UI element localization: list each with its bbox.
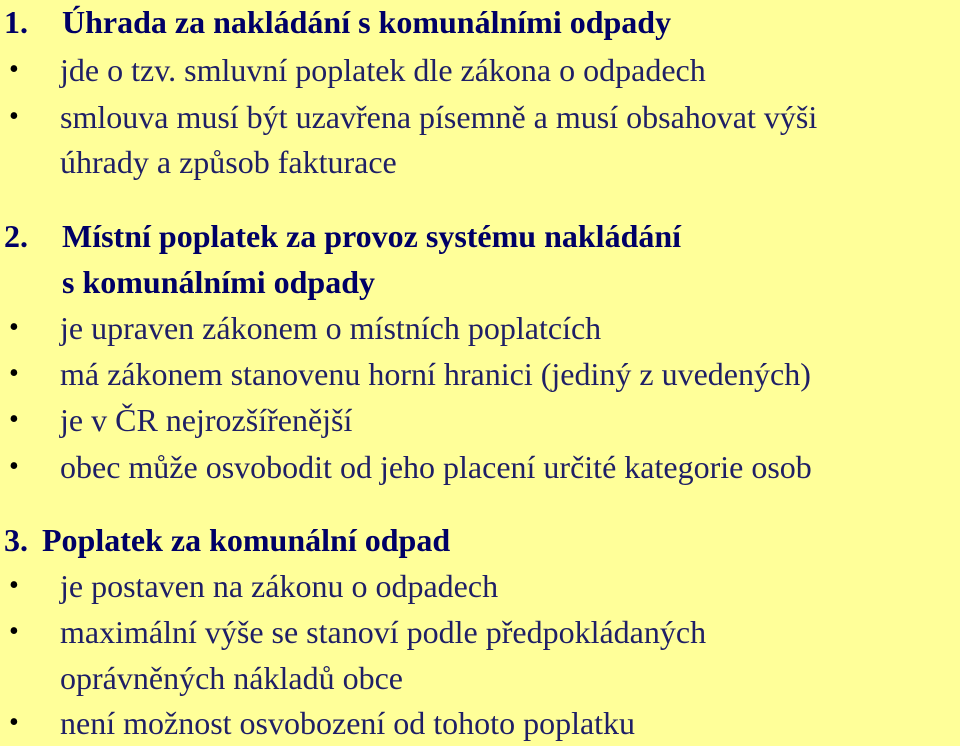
list-item [0, 354, 960, 394]
section-number: 3. [4, 522, 28, 558]
section-1-heading [0, 2, 960, 42]
bullet-icon: • [9, 358, 19, 389]
bullet-icon: • [9, 570, 19, 601]
bullet-icon: • [9, 707, 19, 738]
list-item-text: není možnost osvobození od tohoto poplatku [60, 705, 636, 741]
list-item [0, 447, 960, 487]
section-number: 1. [4, 4, 28, 40]
list-item [0, 97, 960, 137]
list-item-text: smlouva musí být uzavřena písemně a musí obsahovat výši [60, 99, 818, 135]
list-item-text: má zákonem stanovenu horní hranici (jediný z uvedených) [60, 356, 811, 392]
bullet-icon: • [9, 312, 19, 343]
list-item-continuation [0, 142, 960, 182]
list-item [0, 308, 960, 348]
bullet-icon: • [9, 404, 19, 435]
bullet-icon: • [9, 616, 19, 647]
list-item-text: obec může osvobodit od jeho placení určité kategorie osob [60, 449, 812, 485]
section-heading-text: Místní poplatek za provoz systému nakládání [62, 218, 682, 254]
list-item-text: jde o tzv. smluvní poplatek dle zákona o odpadech [60, 52, 706, 88]
list-item [0, 703, 960, 743]
list-item [0, 50, 960, 90]
section-heading-text: s komunálními odpady [62, 264, 376, 300]
list-item-text: oprávněných nákladů obce [60, 660, 403, 696]
section-heading-text: Úhrada za nakládání s komunálními odpady [62, 4, 672, 40]
section-2-heading-continuation [0, 262, 960, 302]
section-heading-text: Poplatek za komunální odpad [42, 522, 451, 558]
list-item [0, 612, 960, 652]
section-2-heading [0, 216, 960, 256]
bullet-icon: • [9, 451, 19, 482]
list-item-text: je upraven zákonem o místních poplatcích [60, 310, 602, 346]
list-item [0, 566, 960, 606]
section-3-heading [0, 520, 960, 560]
list-item-continuation [0, 658, 960, 698]
list-item-text: je v ČR nejrozšířenější [60, 402, 353, 438]
list-item [0, 400, 960, 440]
bullet-icon: • [9, 54, 19, 85]
section-number: 2. [4, 218, 28, 254]
bullet-icon: • [9, 101, 19, 132]
list-item-text: je postaven na zákonu o odpadech [60, 568, 499, 604]
list-item-text: maximální výše se stanoví podle předpokládaných [60, 614, 707, 650]
list-item-text: úhrady a způsob fakturace [60, 144, 397, 180]
